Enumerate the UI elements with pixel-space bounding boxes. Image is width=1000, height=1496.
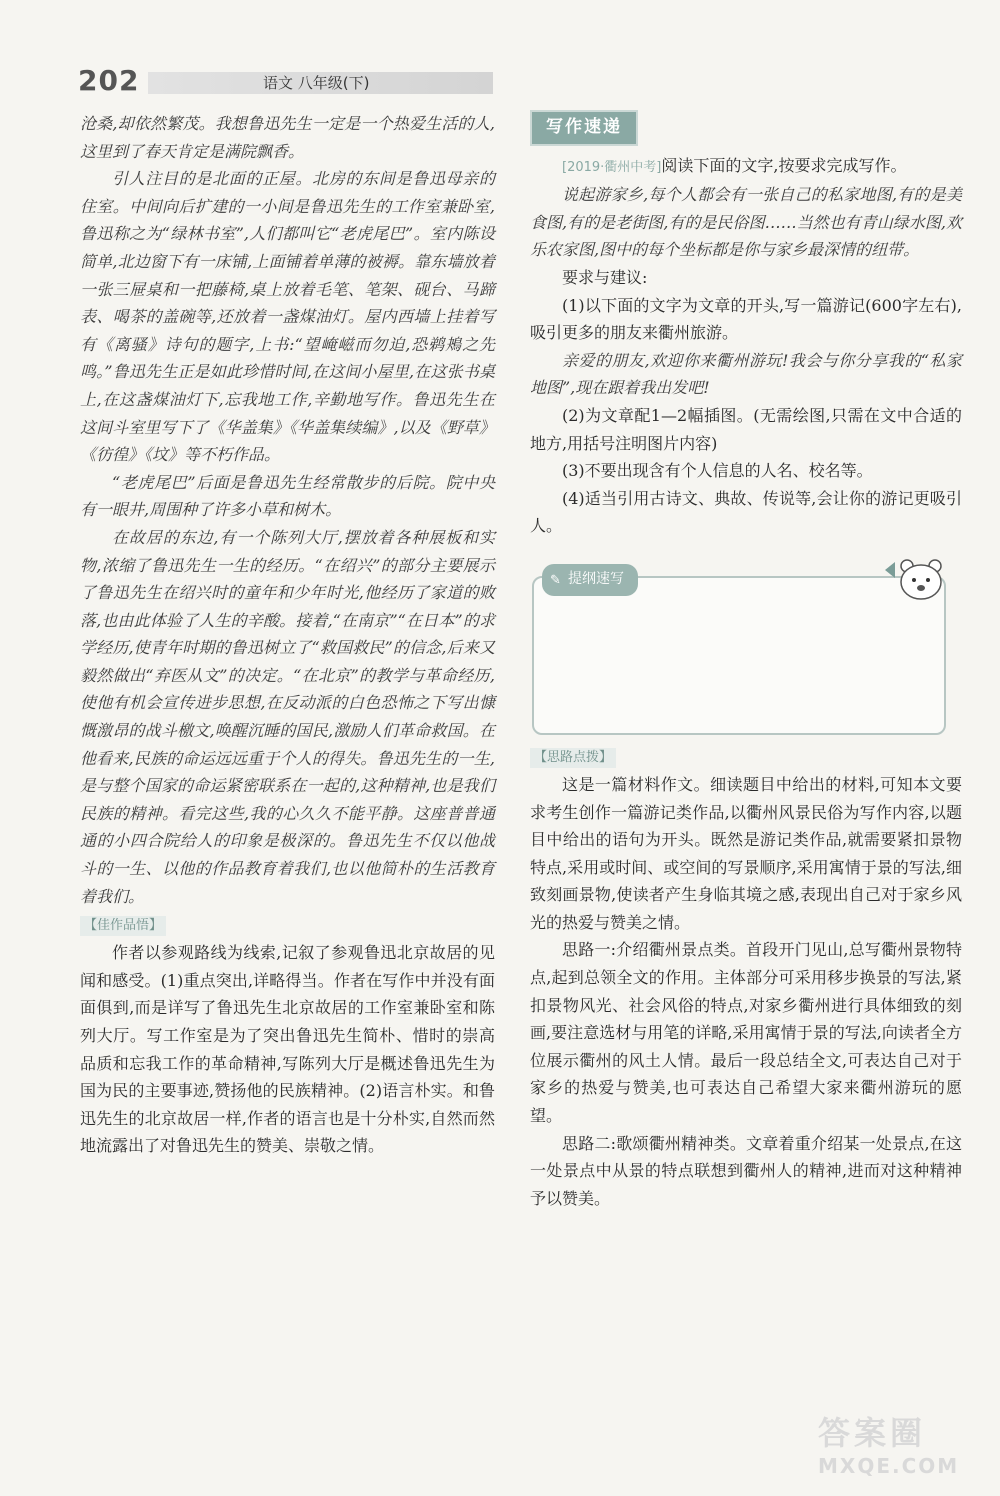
page-number: 202 — [78, 64, 140, 97]
opening-line: 亲爱的朋友,欢迎你来衢州游玩!我会与你分享我的“私家地图”,现在跟着我出发吧! — [530, 350, 962, 398]
essay-paragraph: “老虎尾巴”后面是鲁迅先生经常散步的后院。院中央有一眼井,周围种了许多小草和树木。 — [80, 472, 495, 520]
pencil-icon: ✎ — [550, 572, 561, 588]
appraisal-tag: 【佳作品悟】 — [80, 916, 166, 936]
appraisal-text: 作者以参观路线为线索,记叙了参观鲁迅北京故居的见闻和感受。(1)重点突出,详略得当。作者在写作中并没有面面俱到,而是详写了鲁迅先生北京故居的工作室兼卧室和陈列大厅。写工作室是为了突出鲁迅先生简朴、惜时的崇高品质和忘我工作的革命精神,写陈列大厅是概述鲁迅先生为国为民的主要事迹,赞扬他的民族精神。(2)语言朴实。和鲁迅先生的北京故居一样,作者的语言也是十分朴实,自然而然地流露出了对鲁迅先生的赞美、崇敬之情。 — [80, 943, 495, 1156]
requirements-label: 要求与建议: — [562, 267, 648, 287]
requirement-1: (1)以下面的文字为文章的开头,写一篇游记(600字左右),吸引更多的朋友来衢州旅游。 — [530, 295, 962, 343]
outline-label — [542, 564, 638, 596]
idea-1: 思路一:介绍衢州景点类。首段开门见山,总写衢州景物特点,起到总领全文的作用。主体部分可采用移步换景的写法,紧扣景物风光、社会风俗的特点,对家乡衢州进行具体细致的刻画,要注意选材与用笔的详略,采用寓情于景的写法,向读者全方位展示衢州的风土人情。最后一段总结全文,可表达自己对于家乡的热爱与赞美,也可表达自己希望大家来衢州游玩的愿望。 — [530, 940, 962, 1126]
site-watermark — [818, 1408, 968, 1488]
bear-mascot-icon — [883, 556, 945, 606]
requirement-4: (4)适当引用古诗文、典故、传说等,会让你的游记更吸引人。 — [530, 488, 962, 536]
requirement-2: (2)为文章配1—2幅插图。(无需绘图,只需在文中合适的地方,用括号注明图片内容) — [530, 405, 962, 453]
watermark-top: 答案圈 — [818, 1414, 927, 1452]
prompt-material: 说起游家乡,每个人都会有一张自己的私家地图,有的是美食图,有的是老街图,有的是民俗图……当然也有青山绿水图,欢乐农家图,图中的每个坐标都是你与家乡最深情的纽带。 — [530, 185, 962, 260]
left-column — [80, 110, 495, 1160]
idea-2: 思路二:歌颂衢州精神类。文章着重介绍某一处景点,在这一处景点中从景的特点联想到衢州人的精神,进而对这种精神予以赞美。 — [530, 1133, 962, 1208]
requirement-3: (3)不要出现含有个人信息的人名、校名等。 — [562, 461, 873, 481]
source-tag: [2019·衢州中考] — [562, 159, 662, 175]
outline-box — [532, 556, 947, 736]
essay-paragraph: 在故居的东边,有一个陈列大厅,摆放着各种展板和实物,浓缩了鲁迅先生一生的经历。“在绍兴”的部分主要展示了鲁迅先生在绍兴时的童年和少年时光,他经历了家道的败落,也由此体验了人生的辛酸。接着,“在南京”“在日本”的求学经历,使青年时期的鲁迅树立了“救国救民”的信念,后来又毅然做出“弃医从文”的决定。“在北京”的教学与革命经历,使他有机会宣传进步思想,在反动派的白色恐怖之下写出慷慨激昂的战斗檄文,唤醒沉睡的国民,激励人们革命救国。在他看来,民族的命运远远重于个人的得失。鲁迅先生的一生,是与整个国家的命运紧密联系在一起的,这种精神,也是我们民族的精神。看完这些,我的心久久不能平静。这座普普通通的小四合院给人的印象是极深的。鲁迅先生不仅以他战斗的一生、以他的作品教育着我们,也以他简朴的生活教育着我们。 — [80, 527, 495, 906]
section-title: 写作速递 — [530, 110, 638, 146]
header-subject: 语文 八年级(下) — [263, 74, 370, 92]
essay-paragraph: 引人注目的是北面的正屋。北房的东间是鲁迅母亲的住室。中间向后扩建的一小间是鲁迅先生的工作室兼卧室,鲁迅称之为“绿林书室”,人们都叫它“老虎尾巴”。室内陈设简单,北边窗下有一床铺,上面铺着单薄的被褥。靠东墙放着一张三屉桌和一把藤椅,桌上放着毛笔、笔架、砚台、马蹄表、喝茶的盖碗等,还放着一盏煤油灯。屋内西墙上挂着写有《离骚》诗句的题字,上书:“望崦嵫而勿迫,恐鹈鴂之先鸣。”鲁迅先生正是如此珍惜时间,在这间小屋里,在这张书桌上,在这盏煤油灯下,忘我地工作,辛勤地写作。鲁迅先生在这间斗室里写下了《华盖集》《华盖集续编》,以及《野草》《彷徨》《坟》等不朽作品。 — [80, 169, 495, 465]
prompt-intro: 阅读下面的文字,按要求完成写作。 — [661, 155, 907, 175]
thinking-tag: 【思路点拨】 — [530, 748, 616, 768]
outline-label-text: 提纲速写 — [568, 570, 624, 587]
watermark-bottom: MXQE.COM — [818, 1454, 960, 1478]
page-header — [78, 62, 938, 102]
right-column — [530, 110, 962, 1212]
essay-paragraph: 沧桑,却依然繁茂。我想鲁迅先生一定是一个热爱生活的人,这里到了春天肯定是满院飘香。 — [80, 114, 495, 161]
analysis-text: 这是一篇材料作文。细读题目中给出的材料,可知本文要求考生创作一篇游记类作品,以衢州风景民俗为写作内容,以题目中给出的语句为开头。既然是游记类作品,就需要紧扣景物特点,采用或时间、或空间的写景顺序,采用寓情于景的写法,细致刻画景物,使读者产生身临其境之感,表现出自己对于家乡风光的热爱与赞美之情。 — [530, 774, 962, 932]
